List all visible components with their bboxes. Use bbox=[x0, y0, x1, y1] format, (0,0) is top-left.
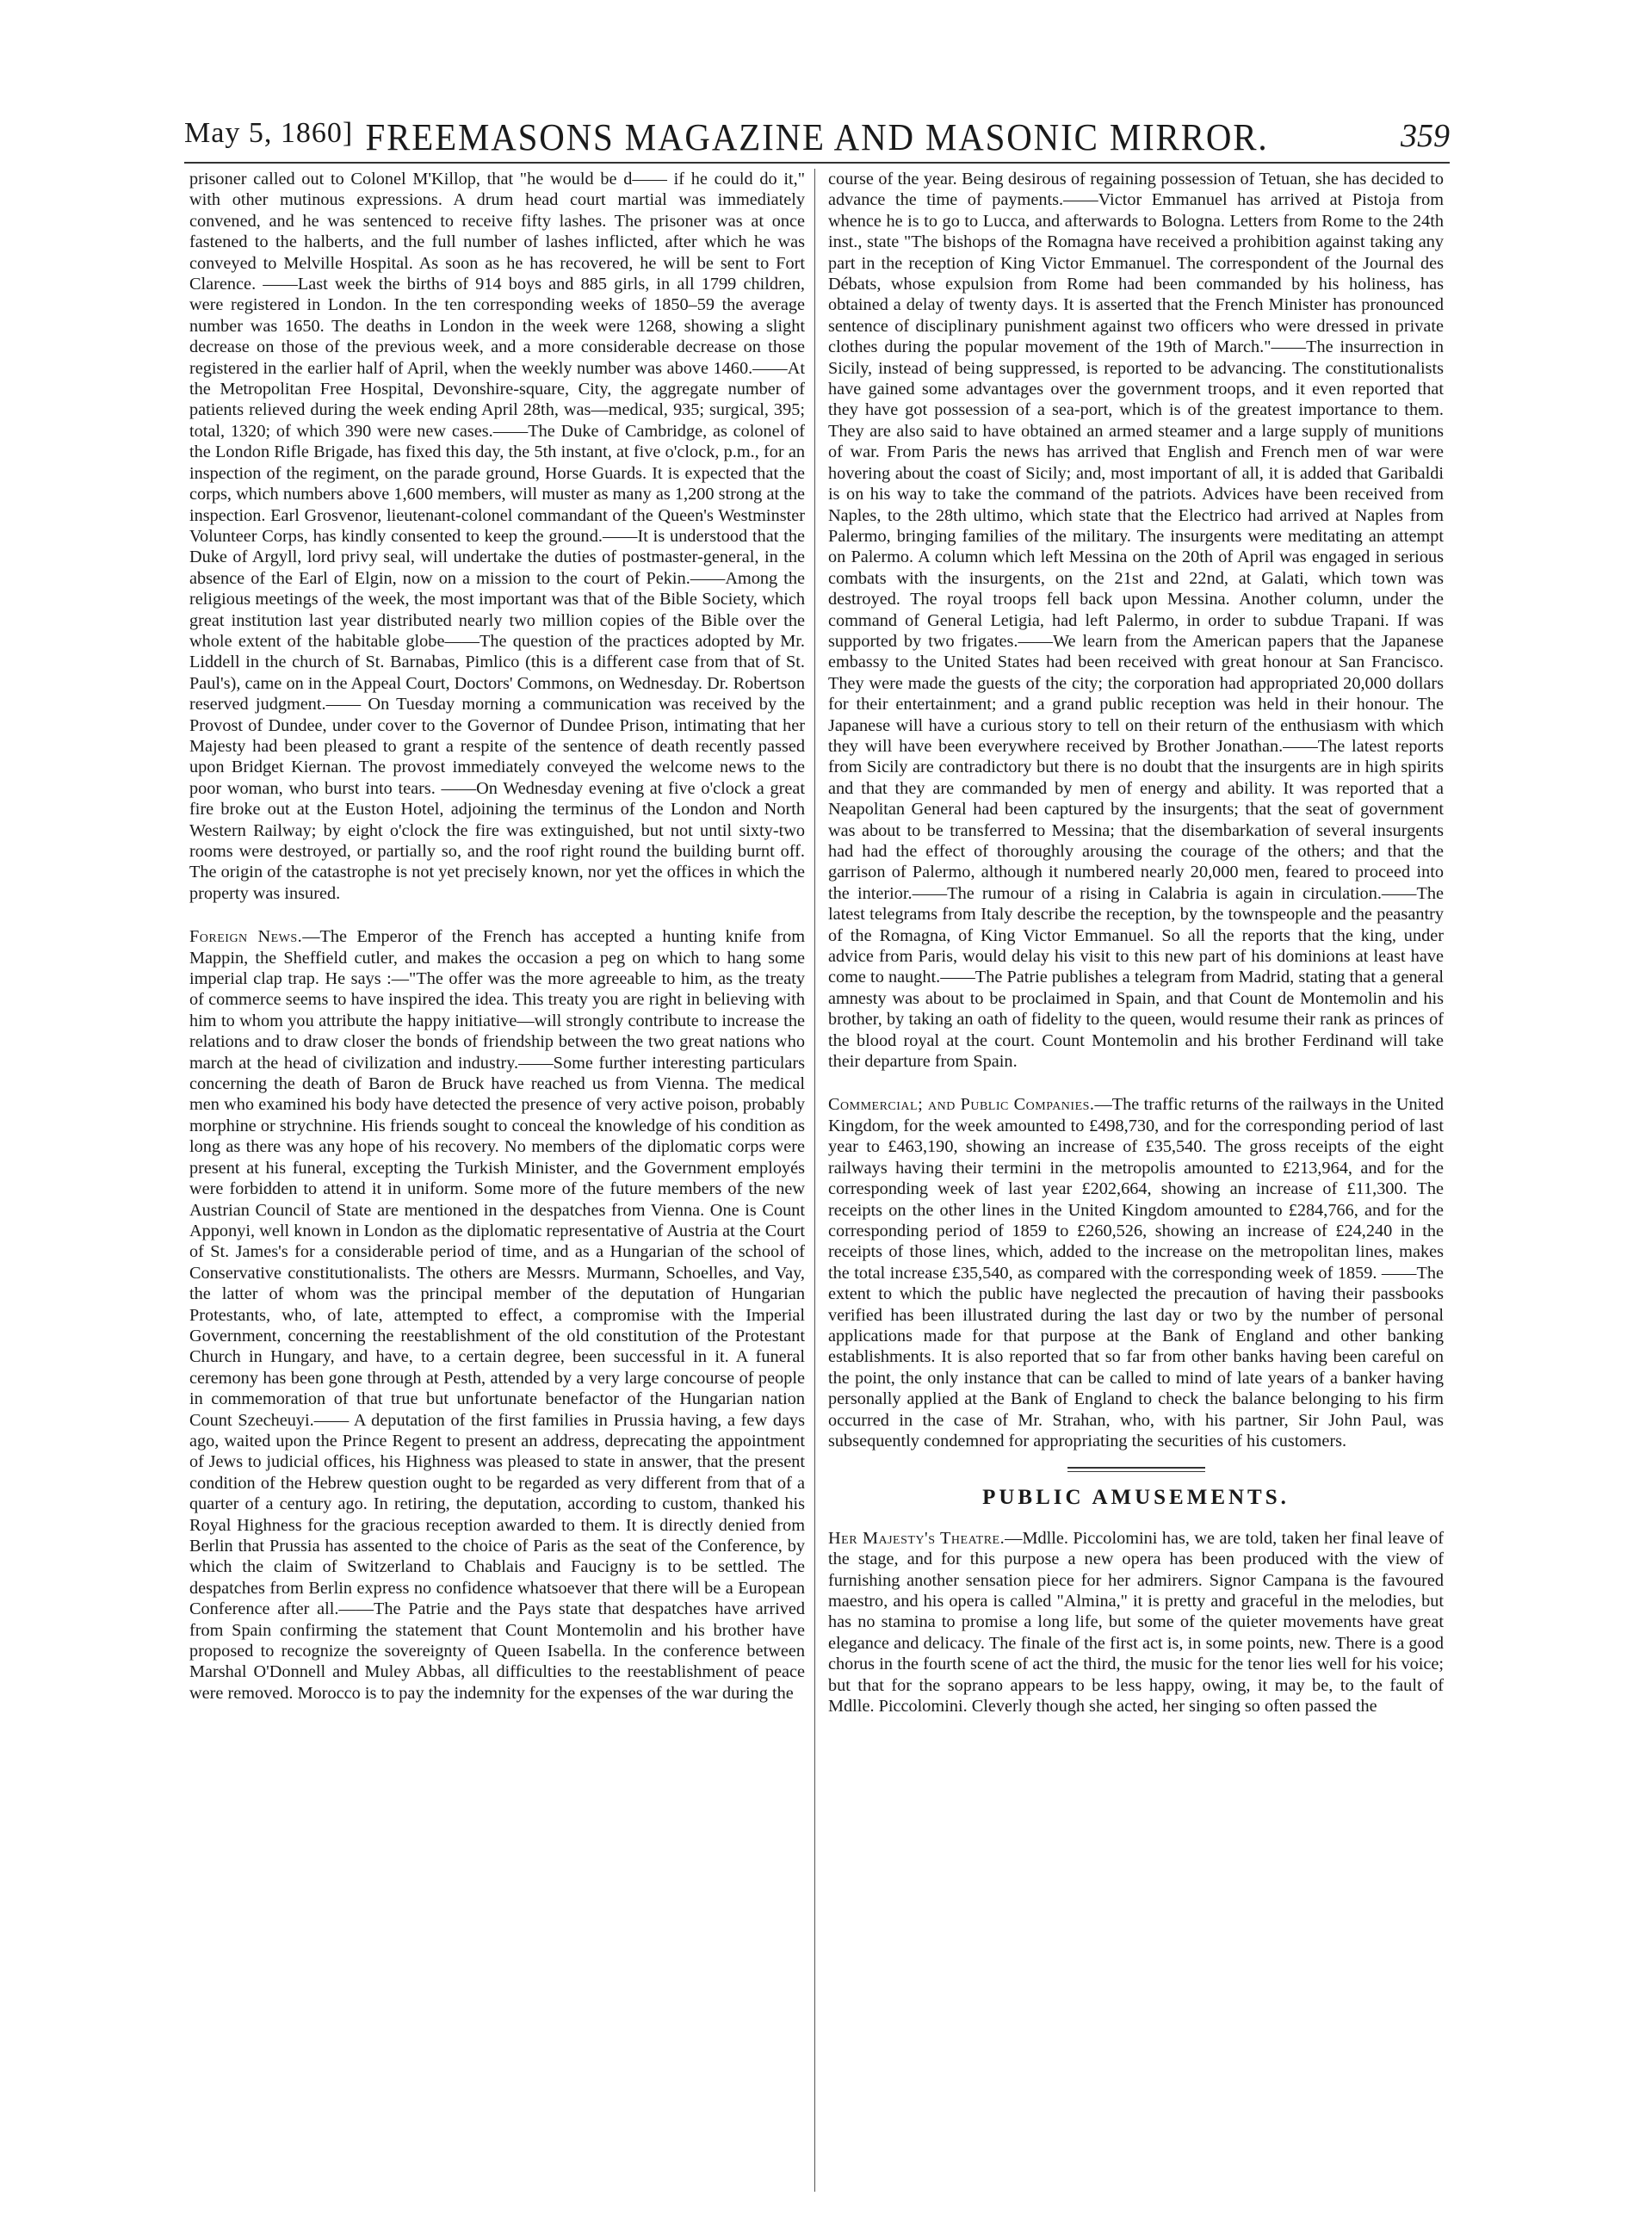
news-paragraph: course of the year. Being desirous of regaining possession of Tetuan, she has decided to advance the time of payments.——Victor Emmanuel has arrived at Pistoja from whence he is to go to Lucca, and afterwards to Bologna. Letters from Rome to the 24th inst., state "The bishops of the Romagna have received a prohibition against taking any part in the reception of King Victor Emmanuel. The correspondent of the Journal des Débats, whose expulsion from Rome had been commanded by his holiness, has obtained a delay of twenty days. It is asserted that the French Minister has pronounced sentence of disciplinary punishment against two officers who were dressed in private clothes during the popular movement of the 19th of March."——The insurrection in Sicily, instead of being suppressed, is reported to be advancing. The constitutionalists have gained some advantages over the government troops, and it even reported that they have got possession of a sea-port, which is of the greatest importance to them. They are also said to have obtained an armed steamer and a large supply of munitions of war. From Paris the news has arrived that English and French men of war were hovering about the coast of Sicily; and, most important of all, it is added that Garibaldi is on his way to take the command of the patriots. Advices have been received from Naples, to the 28th ultimo, which state that the Electrico had arrived at Naples from Palermo, bringing families of the military. The insurgents were meditating an attempt on Palermo. A column which left Messina on the 20th of April was engaged in serious combats with the insurgents, on the 21st and 22nd, at Galati, which town was destroyed. The royal troops fell back upon Messina. Another column, under the command of General Letigia, had left Palermo, in order to subdue Trapani. If was supported by two frigates.——We learn from the American papers that the Japanese embassy to the United States had been received with great honour at San Francisco. They were made the guests of the city; the corporation had appropriated 20,000 dollars for their entertainment; and a grand public reception was held in their honour. The Japanese will have a curious story to tell on their return of the enthusiasm with which they will have been everywhere received by Brother Jonathan.——The latest reports from Sicily are contradictory but there is no doubt that the insurgents are in high spirits and that they are commanded by men of energy and ability. It was reported that a Neapolitan General had been captured by the insurgents; that the seat of government was about to be transferred to Messina; that the disembarkation of several insurgents had had the effect of thoroughly arousing the courage of the others; and that the garrison of Palermo, although it numbered nearly 20,000 men, feared to proceed into the interior.——The rumour of a rising in Calabria is again in circulation.——The latest telegrams from Italy describe the reception, by the townspeople and the peasantry of the Romagna, of King Victor Emmanuel. So all the reports that the king, under advice from Paris, would delay his visit to this new part of his dominions at least have come to naught.——The Patrie publishes a telegram from Madrid, stating that a general amnesty was about to be proclaimed in Spain, and that Count de Montemolin and his brother, by taking an oath of fidelity to the queen, would resume their rank as princes of the blood royal at the court. Count Montemolin and his brother Ferdinand will take their departure from Spain. bbox=[828, 170, 1444, 1072]
section-lead: Her Majesty's Theatre. bbox=[828, 1528, 1005, 1548]
section-rule bbox=[1067, 1467, 1205, 1469]
paragraph-body: —The Emperor of the French has accepted a hunting knife from Mappin, the Sheffield cutler, and makes the occasion a peg on which to hang some imperial clap trap. He says :—"The offer was the more agreeable to him, as the treaty of commerce seems to have inspired the idea. This treaty you are right in believing with him to whom you attribute the happy initiative—will strongly contribute to increase the relations and to draw closer the bonds of friendship between the two great nations who march at the head of civilization and industry.——Some further interesting particulars concerning the death of Baron de Bruck have reached us from Vienna. The medical men who examined his body have detected the presence of very active poison, probably morphine or strychnine. His friends sought to conceal the knowledge of his condition as long as there was any hope of his recovery. No members of the diplomatic corps were present at his funeral, excepting the Turkish Minister, and the Government employés were forbidden to attend it in uniform. Some more of the future members of the new Austrian Council of State are mentioned in the despatches from Vienna. One is Count Apponyi, well known in London as the diplomatic representative of Austria at the Court of St. James's for a considerable period of time, and as a Hungarian of the school of Conservative constitutionalists. The others are Messrs. Murmann, Schoelles, and Vay, the latter of whom was the principal member of the deputation of Hungarian Protestants, who, of late, attempted to effect, a compromise with the Imperial Government, concerning the reestablishment of the old constitution of the Protestant Church in Hungary, and have, to a certain degree, been successful in it. A funeral ceremony has been gone through at Pesth, attended by a very large concourse of people in commemoration of that true but unfortunate benefactor of the Hungarian nation Count Szecheuyi.—— A deputation of the first families in Prussia having, a few days ago, waited upon the Prince Regent to present an address, deprecating the appointment of Jews to judicial offices, his Highness was pleased to state in answer, that the present condition of the Hebrew question ought to be regarded as very different from that of a quarter of a century ago. In retiring, the deputation, according to custom, thanked his Royal Highness for the gracious reception awarded to them. It is directly denied from Berlin that Prussia has assented to the choice of Paris as the seat of the Conference, by which the claim of Switzerland to Chablais and Faucigny is to be settled. The despatches from Berlin express no confidence whatsoever that there will be a European Conference after all.——The Patrie and the Pays state that despatches have arrived from Spain confirming the statement that Count Montemolin and his brother have proposed to recognize the sovereignty of Queen Isabella. In the conference between Marshal O'Donnell and Muley Abbas, all difficulties to the reestablishment of peace were removed. Morocco is to pay the indemnity for the expenses of the war during the bbox=[189, 927, 805, 1703]
commercial-paragraph bbox=[828, 1094, 1444, 1451]
theatre-paragraph bbox=[828, 1528, 1444, 1717]
issue-date: May 5, 1860] bbox=[184, 117, 354, 149]
column-divider bbox=[814, 169, 815, 2192]
left-column bbox=[189, 169, 805, 1704]
page-header bbox=[184, 115, 1450, 158]
page-number: 359 bbox=[1401, 118, 1450, 154]
section-lead: Commercial; and Public Companies. bbox=[828, 1095, 1095, 1115]
magazine-title: FREEMASONS MAGAZINE AND MASONIC MIRROR. bbox=[365, 116, 1269, 158]
section-rule bbox=[1067, 1471, 1205, 1472]
paragraph-body: —Mdlle. Piccolomini has, we are told, taken her final leave of the stage, and for this purpose a new opera has been produced with the view of furnishing another sensation piece for her admirers. Signor Campana is the favoured maestro, and his opera is called "Almina," it is pretty and graceful in the melodies, but has no stamina to promise a long life, but some of the quieter movements have great elegance and delicacy. The finale of the first act is, in some points, new. There is a good chorus in the fourth scene of act the third, the music for the tenor lies well for his voice; but that for the soprano appears to be less happy, owing, it may be, to the fault of Mdlle. Piccolomini. Cleverly though she acted, her singing so often passed the bbox=[828, 1528, 1444, 1717]
section-heading: PUBLIC AMUSEMENTS. bbox=[982, 1486, 1290, 1510]
section-lead: Foreign News. bbox=[189, 927, 303, 947]
foreign-news-paragraph bbox=[189, 926, 805, 1704]
right-column bbox=[828, 169, 1444, 1717]
paragraph-body: —The traffic returns of the railways in the United Kingdom, for the week amounted to £498,730, and for the corresponding period of last year to £463,190, showing an increase of £35,540. The gross receipts of the eight railways having their termini in the metropolis amounted to £213,964, and for the corresponding week of last year £202,664, showing an increase of £11,300. The receipts on the other lines in the United Kingdom amounted to £284,766, and for the corresponding period of 1859 to £260,526, showing an increase of £24,240 in the receipts of those lines, which, added to the increase on the metropolitan lines, makes the total increase £35,540, as compared with the corresponding week of 1859. ——The extent to which the public have neglected the precaution of having their passbooks verified has been illustrated during the last day or two by the number of personal applications made for that purpose at the Bank of England and other banking establishments. It is also reported that so far from other banks having been careful on the point, the only instance that can be called to mind of late years of a banker having personally applied at the Bank of England to check the balance belonging to his firm occurred in the case of Mr. Strahan, who, with his partner, Sir John Paul, was subsequently condemned for appropriating the securities of his customers. bbox=[828, 1095, 1445, 1451]
header-rule bbox=[184, 162, 1450, 164]
news-paragraph: prisoner called out to Colonel M'Killop, that "he would be d—— if he could do it," with other mutinous expressions. A drum head court martial was immediately convened, and he was sentenced to receive fifty lashes. The prisoner was at once fastened to the halberts, and the full number of lashes inflicted, after which he was conveyed to Melville Hospital. As soon as he has recovered, he will be sent to Fort Clarence. ——Last week the births of 914 boys and 885 girls, in all 1799 children, were registered in London. In the ten corresponding weeks of 1850–59 the average number was 1650. The deaths in London in the week were 1268, showing a slight decrease on those of the previous week, and a more considerable decrease on those registered in the earlier half of April, when the weekly number was above 1460.——At the Metropolitan Free Hospital, Devonshire-square, City, the aggregate number of patients relieved during the week ending April 28th, was—medical, 935; surgical, 395; total, 1320; of which 390 were new cases.——The Duke of Cambridge, as colonel of the London Rifle Brigade, has fixed this day, the 5th instant, at five o'clock, p.m., for an inspection of the regiment, on the parade ground, Horse Guards. It is expected that the corps, which numbers above 1,600 members, will muster as many as 1,200 strong at the inspection. Earl Grosvenor, lieutenant-colonel commandant of the Queen's Westminster Volunteer Corps, has kindly consented to keep the ground.——It is understood that the Duke of Argyll, lord privy seal, will undertake the duties of postmaster-general, in the absence of the Earl of Elgin, now on a mission to the court of Pekin.——Among the religious meetings of the week, the most important was that of the Bible Society, which great institution last year distributed nearly two million copies of the Bible over the whole extent of the habitable globe——The question of the practices adopted by Mr. Liddell in the church of St. Barnabas, Pimlico (this is a different case from that of St. Paul's), came on in the Appeal Court, Doctors' Commons, on Wednesday. Dr. Robertson reserved judgment.—— On Tuesday morning a communication was received by the Provost of Dundee, under cover to the Governor of Dundee Prison, intimating that her Majesty had been pleased to grant a respite of the sentence of death recently passed upon Bridget Kiernan. The provost immediately conveyed the welcome news to the poor woman, who burst into tears. ——On Wednesday evening at five o'clock a great fire broke out at the Euston Hotel, adjoining the terminus of the London and North Western Railway; by eight o'clock the fire was extinguished, but not until sixty-two rooms were destroyed, or partially so, and the roof right round the building burnt off. The origin of the catastrophe is not yet precisely known, nor yet the offices in which the property was insured. bbox=[189, 170, 805, 903]
